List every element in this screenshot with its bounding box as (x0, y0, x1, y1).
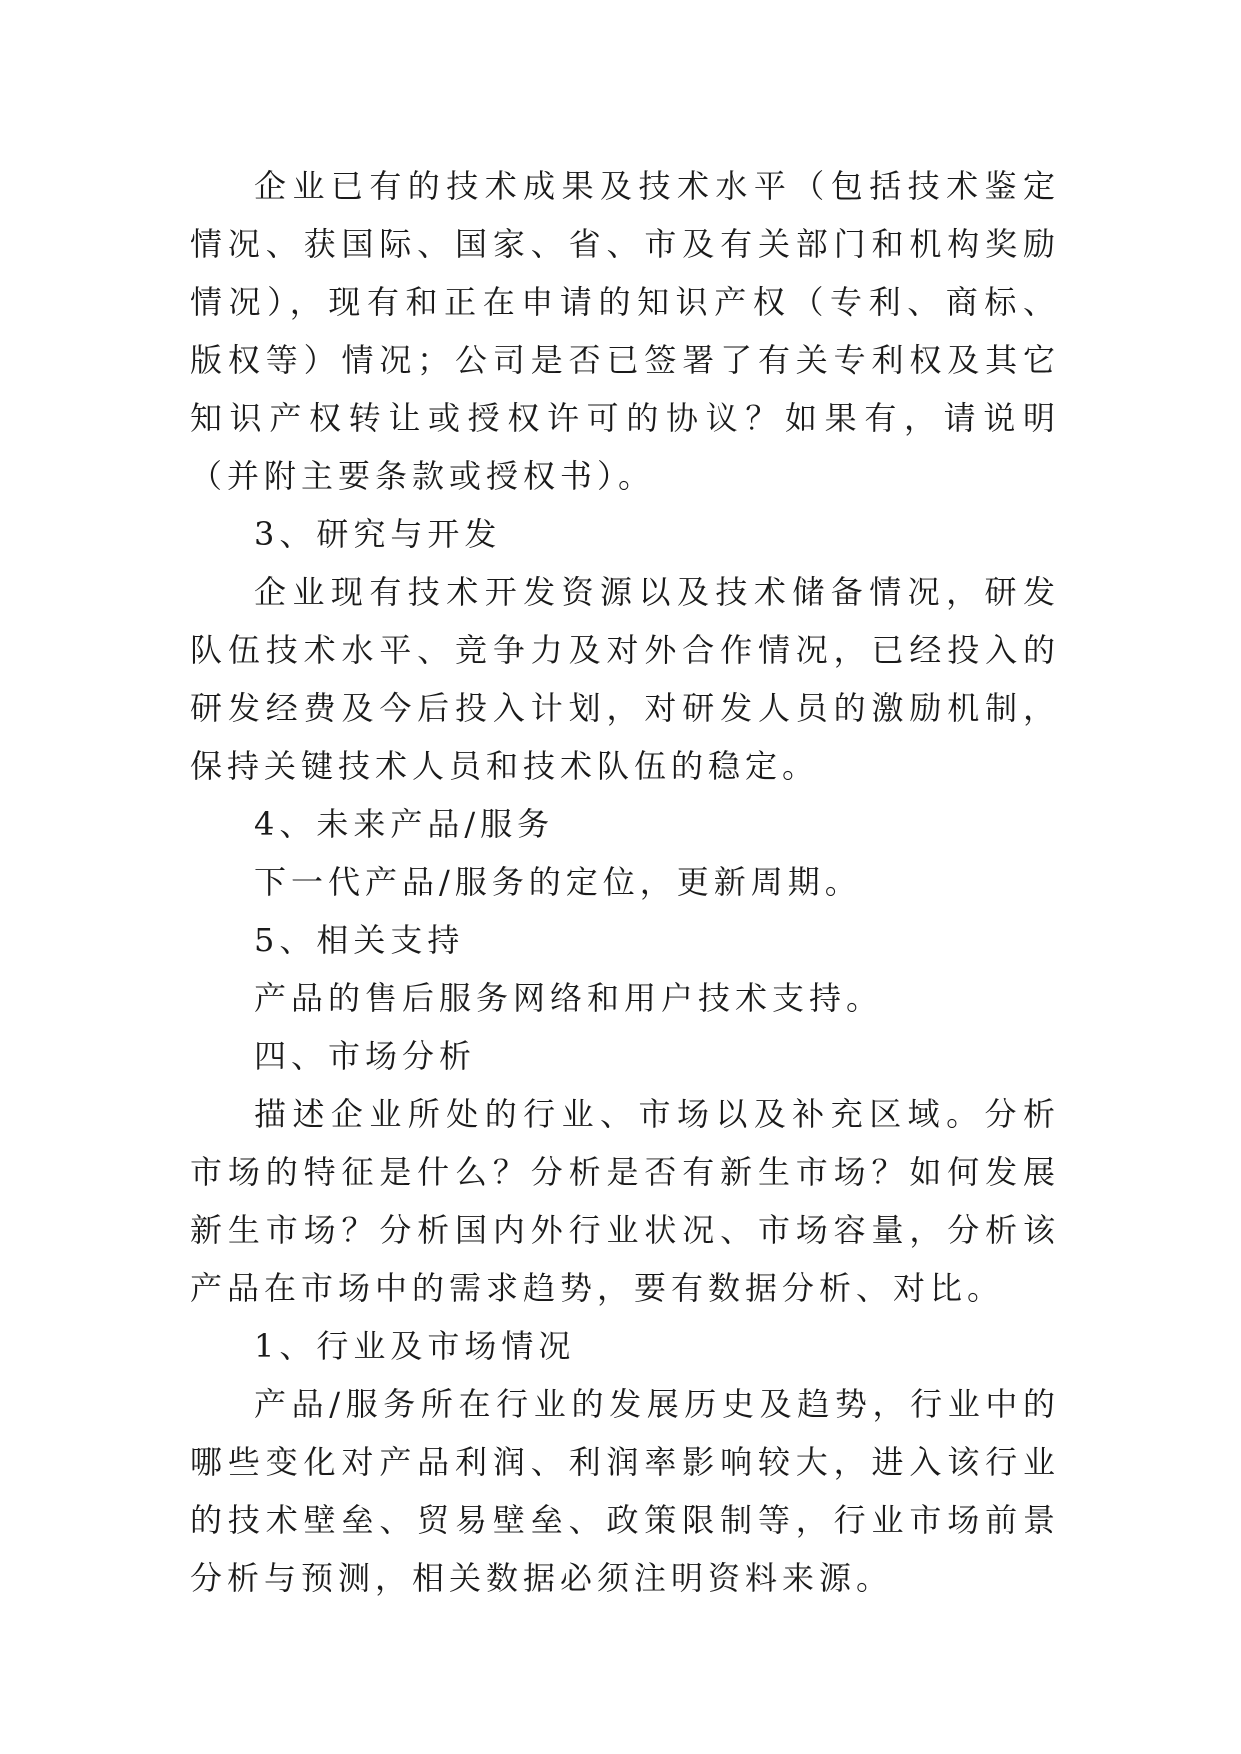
heading-research-development: 3、研究与开发 (254, 515, 502, 553)
paragraph-future-products: 下一代产品/服务的定位，更新周期。 (254, 863, 862, 901)
paragraph-related-support: 产品的售后服务网络和用户技术支持。 (254, 979, 884, 1017)
paragraph-tech-achievements: 企业已有的技术成果及技术水平（包括技术鉴定情况、获国际、国家、省、市及有关部门和机构奖励情况），现有和正在申请的知识产权（专利、商标、版权等）情况；公司是否已签署了有关专利权及其它知识产权转让或授权许可的协议？如果有，请说明（并附主要条款或授权书）。 (190, 167, 1060, 495)
heading-future-products: 4、未来产品/服务 (254, 805, 555, 843)
document-body (190, 157, 1060, 1607)
heading-market-analysis: 四、市场分析 (254, 1037, 477, 1075)
paragraph-research-development: 企业现有技术开发资源以及技术储备情况，研发队伍技术水平、竞争力及对外合作情况，已经投入的研发经费及今后投入计划，对研发人员的激励机制，保持关键技术人员和技术队伍的稳定。 (190, 573, 1060, 785)
paragraph-industry-market: 产品/服务所在行业的发展历史及趋势，行业中的哪些变化对产品利润、利润率影响较大，进入该行业的技术壁垒、贸易壁垒、政策限制等，行业市场前景分析与预测，相关数据必须注明资料来源。 (190, 1385, 1060, 1597)
heading-related-support: 5、相关支持 (254, 921, 465, 959)
paragraph-market-analysis: 描述企业所处的行业、市场以及补充区域。分析市场的特征是什么？分析是否有新生市场？如何发展新生市场？分析国内外行业状况、市场容量，分析该产品在市场中的需求趋势，要有数据分析、对比。 (190, 1095, 1060, 1307)
heading-industry-market: 1、行业及市场情况 (254, 1327, 576, 1365)
